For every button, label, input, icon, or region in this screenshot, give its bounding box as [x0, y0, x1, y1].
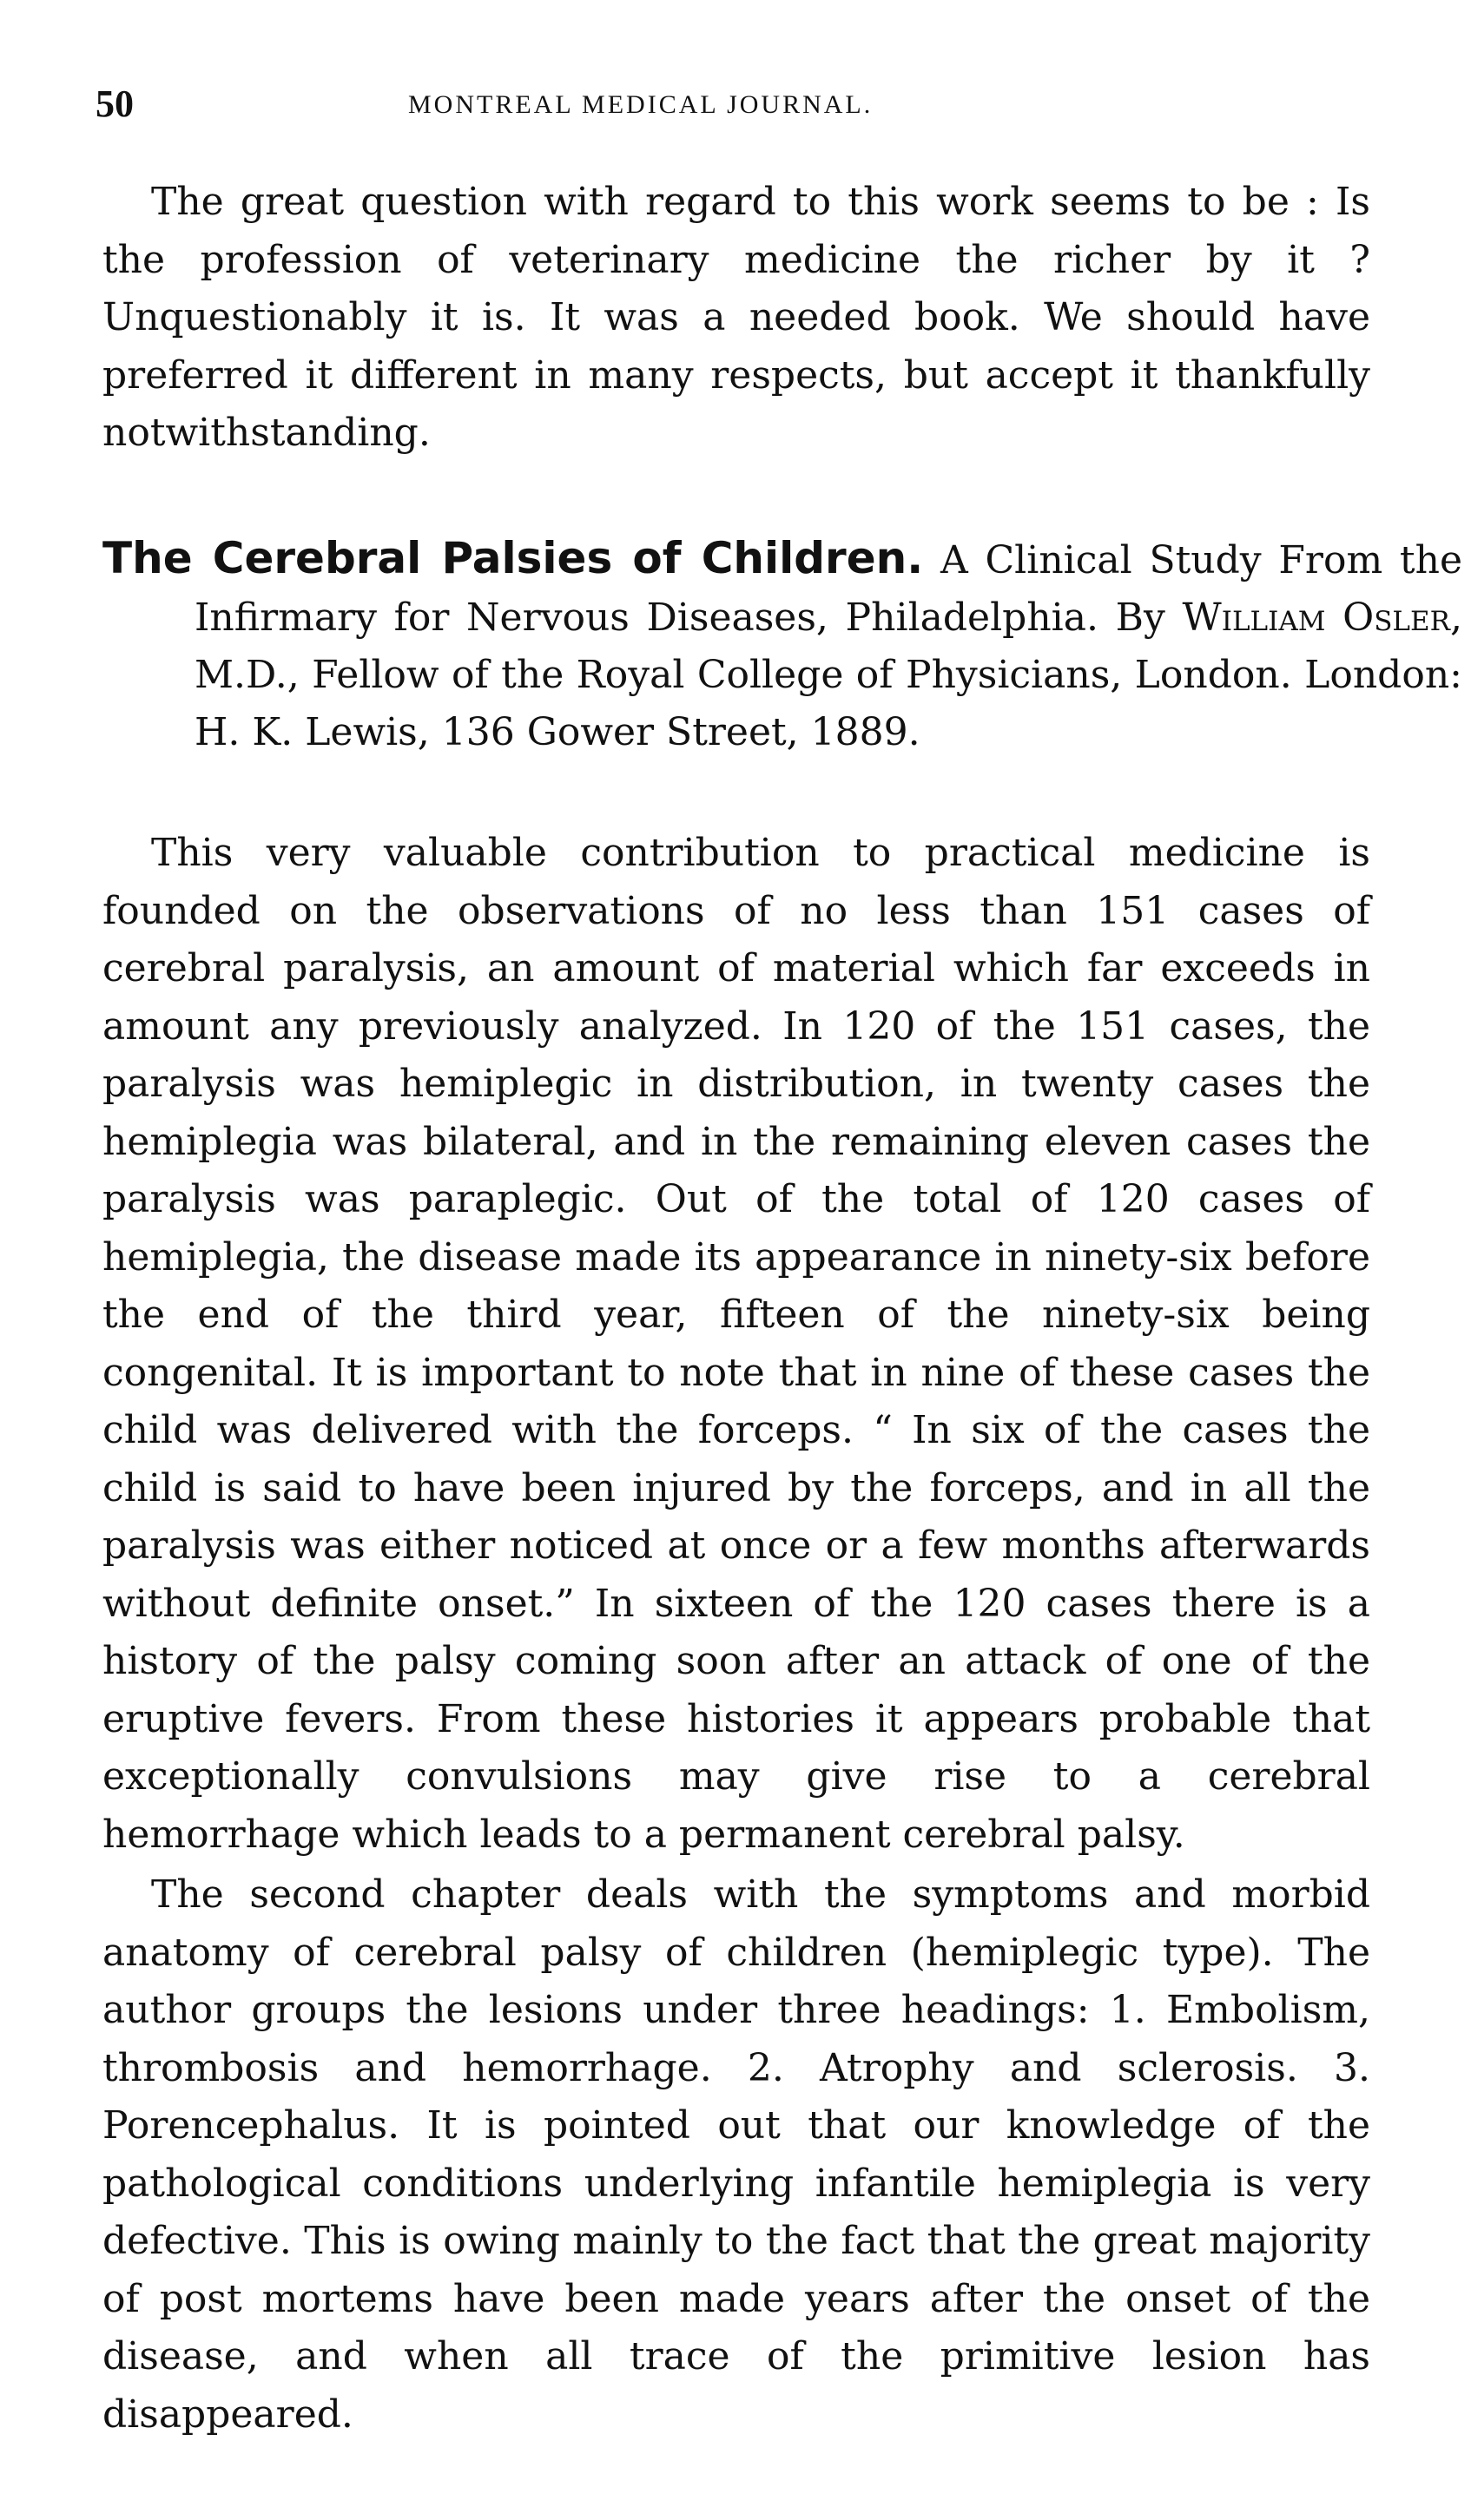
review-paragraph-2: The second chapter deals with the symptoms and morbid anatomy of cerebral palsy of children (hemiplegic type). The author groups the lesions under three headings: 1. Embolism, thrombosis and hemorrhage. 2. Atrophy and sclerosis. 3. Porencephalus. It is pointed out that our knowledge of the pathological conditions underlying infantile hemiplegia is very defective. This is owing mainly to the fact that the great majority of post mortems have been made years after the onset of the disease, and when all trace of the primitive lesion has disappeared.: [102, 1872, 1370, 2437]
page-number: 50: [96, 82, 134, 125]
review-credentials: , M.D., Fellow of the Royal College of Physicians, London.: [195, 595, 1462, 697]
review-by: By: [1115, 595, 1165, 640]
review-title: The Cerebral Palsies of Children.: [102, 533, 924, 583]
intro-paragraph: The great question with regard to this work seems to be : Is the profession of veterinary medicine the richer by it ? Unquestionably it is. It was a needed book. We should have preferred it different in many respects, but accept it thankfully notwithstanding.: [102, 180, 1370, 455]
review-author: William Osler: [1182, 595, 1450, 640]
review-heading: [102, 530, 1462, 761]
review-subtitle: A Clinical Study From the Infirmary for Nervous Diseases, Philadelphia.: [195, 538, 1462, 640]
review-publisher: London: H. K. Lewis, 136 Gower Street, 1889.: [195, 653, 1462, 754]
journal-title: MONTREAL MEDICAL JOURNAL.: [408, 90, 874, 119]
running-head: [96, 82, 1372, 134]
review-paragraph-1: This very valuable contribution to practical medicine is founded on the observations of no less than 151 cases of cerebral paralysis, an amount of material which far exceeds in amount any previously analyzed. In 120 of the 151 cases, the paralysis was hemiplegic in distribution, in twenty cases the hemiplegia was bilateral, and in the remaining eleven cases the paralysis was paraplegic. Out of the total of 120 cases of hemiplegia, the disease made its appearance in ninety-six before the end of the third year, fifteen of the ninety-six being congenital. It is important to note that in nine of these cases the child was delivered with the forceps. “ In six of the cases the child is said to have been injured by the forceps, and in all the paralysis was either noticed at once or a few months afterwards without definite onset.” In sixteen of the 120 cases there is a history of the palsy coming soon after an attack of one of the eruptive fevers. From these histories it appears probable that exceptionally convulsions may give rise to a cerebral hemorrhage which leads to a permanent cerebral palsy.: [102, 831, 1370, 1857]
